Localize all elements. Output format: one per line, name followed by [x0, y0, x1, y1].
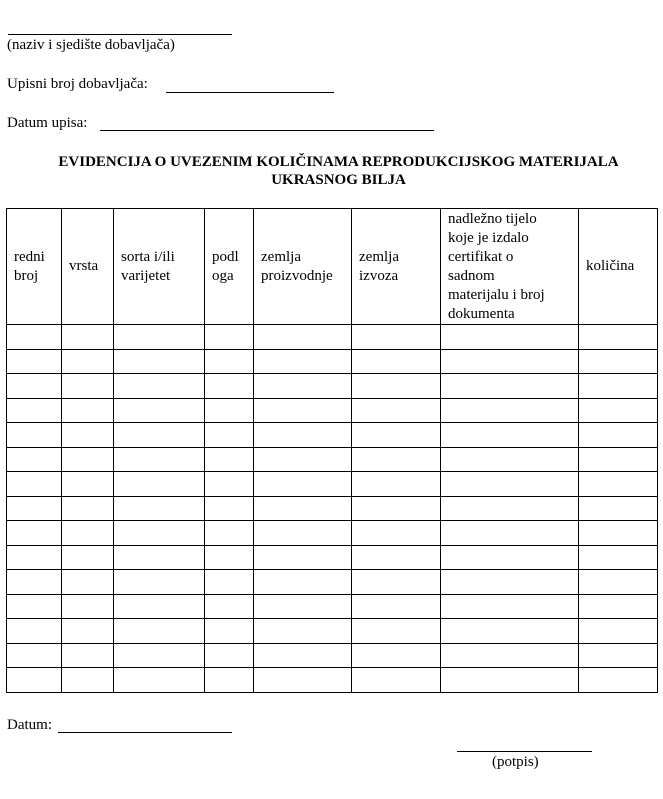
table-row — [7, 570, 658, 595]
column-header-4 — [205, 209, 254, 325]
table-cell[interactable] — [62, 496, 114, 521]
table-cell[interactable] — [579, 521, 658, 546]
table-cell[interactable] — [114, 349, 205, 374]
table-cell[interactable] — [579, 472, 658, 497]
table-cell[interactable] — [7, 619, 62, 644]
table-cell[interactable] — [254, 349, 352, 374]
table-cell[interactable] — [254, 398, 352, 423]
table-cell[interactable] — [441, 521, 579, 546]
table-cell[interactable] — [114, 472, 205, 497]
table-cell[interactable] — [62, 521, 114, 546]
table-cell[interactable] — [254, 423, 352, 448]
column-header-text: koje je izdalo — [448, 229, 529, 246]
table-row — [7, 545, 658, 570]
table-cell[interactable] — [579, 643, 658, 668]
column-header-text: zemlja — [261, 248, 301, 265]
table-cell[interactable] — [7, 398, 62, 423]
table-cell[interactable] — [7, 349, 62, 374]
table-cell[interactable] — [352, 325, 441, 350]
signature-line[interactable] — [457, 751, 592, 752]
table-cell[interactable] — [205, 570, 254, 595]
column-header-text: sorta i/ili — [121, 248, 175, 265]
table-cell[interactable] — [114, 521, 205, 546]
table-cell[interactable] — [254, 325, 352, 350]
table-cell[interactable] — [579, 545, 658, 570]
column-header-8 — [579, 209, 658, 325]
table-cell[interactable] — [205, 447, 254, 472]
table-cell[interactable] — [352, 423, 441, 448]
footer-date-label: Datum: — [7, 717, 52, 733]
column-header-text: broj — [14, 267, 39, 284]
table-cell[interactable] — [352, 570, 441, 595]
table-cell[interactable] — [62, 594, 114, 619]
table-row — [7, 325, 658, 350]
column-header-5 — [254, 209, 352, 325]
table-cell[interactable] — [62, 643, 114, 668]
table-row — [7, 668, 658, 693]
supplier-name-line — [8, 34, 232, 35]
table-cell[interactable] — [441, 423, 579, 448]
table-cell[interactable] — [254, 668, 352, 693]
column-header-text: količina — [586, 258, 635, 274]
table-cell[interactable] — [62, 349, 114, 374]
column-header-text: sadnom — [448, 267, 495, 284]
table-cell[interactable] — [114, 447, 205, 472]
table-cell[interactable] — [352, 594, 441, 619]
table-cell[interactable] — [62, 545, 114, 570]
table-cell[interactable] — [62, 398, 114, 423]
table-cell[interactable] — [62, 619, 114, 644]
table-cell[interactable] — [352, 496, 441, 521]
table-cell[interactable] — [254, 594, 352, 619]
entry-date-label: Datum upisa: — [7, 115, 88, 131]
table-cell[interactable] — [441, 619, 579, 644]
table-cell[interactable] — [205, 668, 254, 693]
table-cell[interactable] — [352, 521, 441, 546]
document-title-line-2: UKRASNOG BILJA — [271, 172, 406, 188]
table-cell[interactable] — [441, 472, 579, 497]
supplier-caption: (naziv i sjedište dobavljača) — [7, 37, 175, 53]
column-header-text: certifikat o — [448, 248, 514, 265]
table-cell[interactable] — [441, 496, 579, 521]
table-cell[interactable] — [7, 545, 62, 570]
table-cell[interactable] — [7, 374, 62, 399]
column-header-6 — [352, 209, 441, 325]
table-cell[interactable] — [205, 496, 254, 521]
table-cell[interactable] — [441, 668, 579, 693]
column-header-text: izvoza — [359, 267, 399, 284]
table-cell[interactable] — [352, 447, 441, 472]
table-cell[interactable] — [352, 349, 441, 374]
table-row — [7, 374, 658, 399]
table-cell[interactable] — [352, 643, 441, 668]
column-header-3 — [114, 209, 205, 325]
table-cell[interactable] — [579, 619, 658, 644]
column-header-text: podl — [212, 248, 239, 265]
table-row — [7, 349, 658, 374]
column-header-text: materijalu i broj — [448, 286, 545, 303]
registration-number-label: Upisni broj dobavljača: — [7, 76, 148, 92]
column-header-2 — [62, 209, 114, 325]
signature-caption: (potpis) — [492, 754, 539, 770]
table-cell[interactable] — [441, 447, 579, 472]
table-row — [7, 521, 658, 546]
table-cell[interactable] — [114, 545, 205, 570]
table-cell[interactable] — [114, 643, 205, 668]
column-header-text: nadležno tijelo — [448, 210, 537, 227]
table-cell[interactable] — [352, 374, 441, 399]
table-row — [7, 447, 658, 472]
table-cell[interactable] — [7, 472, 62, 497]
table-row — [7, 643, 658, 668]
table-cell[interactable] — [352, 472, 441, 497]
table-cell[interactable] — [579, 349, 658, 374]
table-cell[interactable] — [205, 521, 254, 546]
table-header-row — [7, 209, 658, 325]
table-cell[interactable] — [114, 398, 205, 423]
column-header-1 — [7, 209, 62, 325]
column-header-text: oga — [212, 267, 234, 284]
table-cell[interactable] — [7, 643, 62, 668]
table-cell[interactable] — [352, 545, 441, 570]
table-cell[interactable] — [254, 619, 352, 644]
table-cell[interactable] — [7, 423, 62, 448]
table-row — [7, 496, 658, 521]
table-cell[interactable] — [441, 570, 579, 595]
table-cell[interactable] — [441, 325, 579, 350]
table-cell[interactable] — [205, 423, 254, 448]
column-header-text: redni — [14, 248, 45, 265]
table-cell[interactable] — [579, 423, 658, 448]
table-cell[interactable] — [254, 521, 352, 546]
table-cell[interactable] — [62, 325, 114, 350]
table-row — [7, 594, 658, 619]
table-cell[interactable] — [254, 643, 352, 668]
table-cell[interactable] — [579, 668, 658, 693]
table-cell[interactable] — [7, 570, 62, 595]
table-cell[interactable] — [579, 374, 658, 399]
table-cell[interactable] — [114, 570, 205, 595]
column-header-text: varijetet — [121, 267, 171, 284]
table-cell[interactable] — [114, 374, 205, 399]
table-cell[interactable] — [352, 668, 441, 693]
table-cell[interactable] — [205, 594, 254, 619]
table-cell[interactable] — [254, 570, 352, 595]
table-cell[interactable] — [579, 447, 658, 472]
table-cell[interactable] — [254, 496, 352, 521]
table-cell[interactable] — [7, 447, 62, 472]
column-header-text: dokumenta — [448, 305, 515, 322]
table-cell[interactable] — [62, 668, 114, 693]
table-cell[interactable] — [205, 398, 254, 423]
table-row — [7, 423, 658, 448]
footer-date-line[interactable] — [58, 732, 232, 733]
table-cell[interactable] — [579, 398, 658, 423]
table-cell[interactable] — [114, 668, 205, 693]
table-cell[interactable] — [579, 594, 658, 619]
table-cell[interactable] — [254, 545, 352, 570]
table-cell[interactable] — [7, 325, 62, 350]
table-cell[interactable] — [114, 496, 205, 521]
entry-date-line[interactable] — [100, 130, 434, 131]
table-cell[interactable] — [441, 594, 579, 619]
table-cell[interactable] — [205, 619, 254, 644]
column-header-text: proizvodnje — [261, 267, 333, 284]
table-cell[interactable] — [254, 374, 352, 399]
table-cell[interactable] — [441, 374, 579, 399]
table-cell[interactable] — [114, 619, 205, 644]
table-row — [7, 619, 658, 644]
table-cell[interactable] — [62, 570, 114, 595]
table-row — [7, 472, 658, 497]
column-header-text: zemlja — [359, 248, 399, 265]
document-title — [0, 153, 663, 189]
table-cell[interactable] — [114, 325, 205, 350]
table-cell[interactable] — [205, 349, 254, 374]
table-cell[interactable] — [205, 325, 254, 350]
table-cell[interactable] — [205, 545, 254, 570]
table-cell[interactable] — [62, 423, 114, 448]
table-cell[interactable] — [205, 472, 254, 497]
table-cell[interactable] — [7, 668, 62, 693]
table-cell[interactable] — [352, 619, 441, 644]
table-cell[interactable] — [254, 472, 352, 497]
table-cell[interactable] — [114, 594, 205, 619]
table-cell[interactable] — [205, 643, 254, 668]
table-cell[interactable] — [62, 472, 114, 497]
table-cell[interactable] — [352, 398, 441, 423]
table-row — [7, 398, 658, 423]
table-cell[interactable] — [7, 594, 62, 619]
table-cell[interactable] — [579, 570, 658, 595]
table-cell[interactable] — [254, 447, 352, 472]
import-records-table — [6, 208, 658, 693]
table-cell[interactable] — [441, 349, 579, 374]
document-title-line-1: EVIDENCIJA O UVEZENIM KOLIČINAMA REPRODUKCIJSKOG MATERIJALA — [58, 154, 619, 170]
table-cell[interactable] — [7, 521, 62, 546]
table-cell[interactable] — [579, 325, 658, 350]
table-cell[interactable] — [7, 496, 62, 521]
column-header-text: vrsta — [69, 258, 99, 274]
table-cell[interactable] — [114, 423, 205, 448]
column-header-7 — [441, 209, 579, 325]
table-cell[interactable] — [441, 398, 579, 423]
table-cell[interactable] — [205, 374, 254, 399]
table-cell[interactable] — [441, 643, 579, 668]
table-cell[interactable] — [62, 374, 114, 399]
table-cell[interactable] — [62, 447, 114, 472]
registration-number-line[interactable] — [166, 92, 334, 93]
table-body — [7, 325, 658, 693]
table-cell[interactable] — [579, 496, 658, 521]
table-cell[interactable] — [441, 545, 579, 570]
